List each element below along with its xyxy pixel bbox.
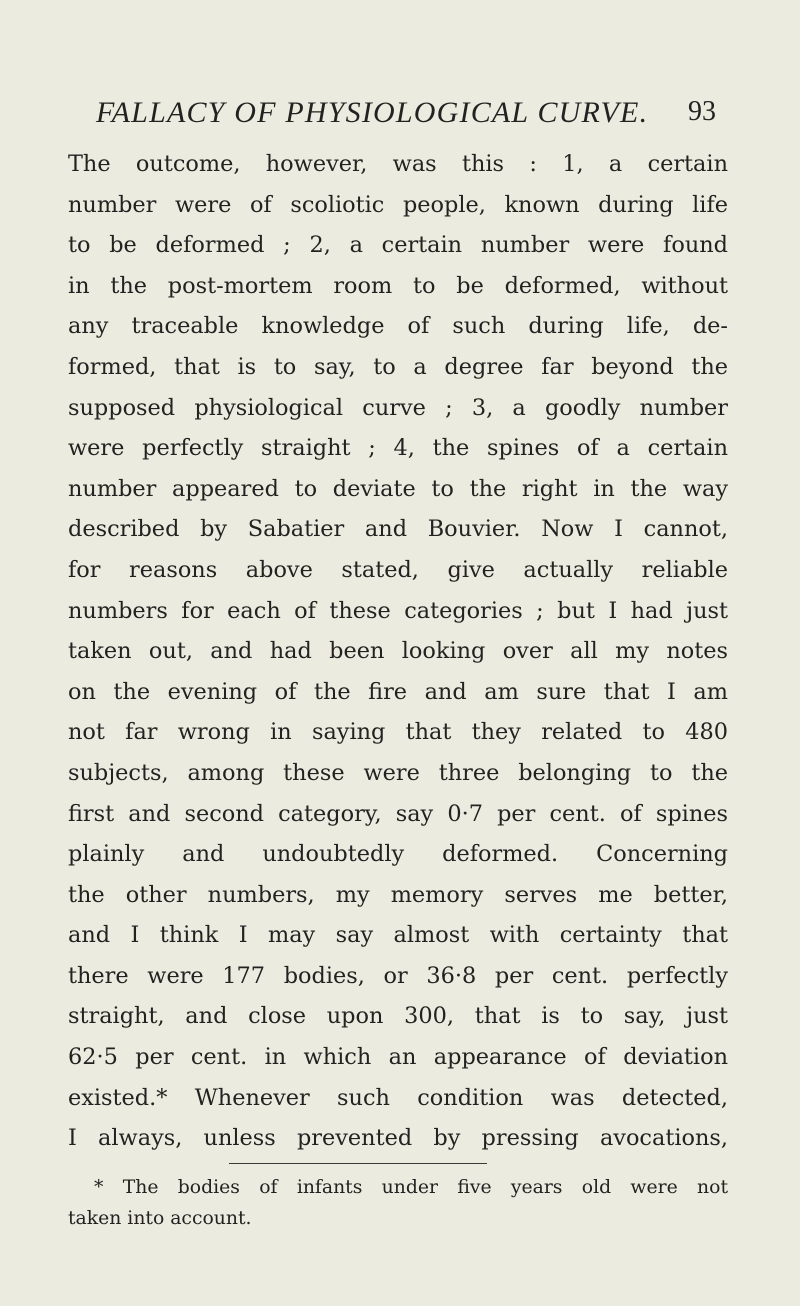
text-line: existed.* Whenever such condition was detected, [68, 1084, 728, 1111]
text-line: number were of scoliotic people, known during life [68, 191, 728, 218]
text-line: and I think I may say almost with certainty that [68, 922, 728, 949]
text-line: straight, and close upon 300, that is to say, just [68, 1003, 728, 1030]
text-line: there were 177 bodies, or 36·8 per cent. perfectly [68, 962, 728, 989]
text-line: in the post-mortem room to be deformed, without [68, 272, 728, 299]
text-line: I always, unless prevented by pressing avocations, [68, 1125, 728, 1152]
text-line: to be deformed ; 2, a certain number were found [68, 232, 728, 259]
text-line: any traceable knowledge of such during life, de- [68, 313, 728, 340]
text-line: number appeared to deviate to the right in the way [68, 475, 728, 502]
text-line: subjects, among these were three belonging to the [68, 759, 728, 786]
body-paragraph [68, 144, 728, 1159]
text-line: plainly and undoubtedly deformed. Concerning [68, 841, 728, 868]
text-line: 62·5 per cent. in which an appearance of deviation [68, 1044, 728, 1071]
footnote [68, 1172, 728, 1234]
text-line: formed, that is to say, to a degree far beyond the [68, 353, 728, 380]
text-line: taken out, and had been looking over all my notes [68, 638, 728, 665]
footnote-line: * The bodies of infants under five years old were not [94, 1177, 728, 1198]
page-number: 93 [688, 96, 716, 127]
text-line: on the evening of the fire and am sure that I am [68, 678, 728, 705]
running-title: FALLACY OF PHYSIOLOGICAL CURVE. [96, 96, 649, 129]
text-line: for reasons above stated, give actually reliable [68, 556, 728, 583]
footnote-rule [229, 1163, 487, 1164]
text-line: supposed physiological curve ; 3, a goodly number [68, 394, 728, 421]
text-line: The outcome, however, was this : 1, a certain [68, 151, 728, 177]
text-line: not far wrong in saying that they related to 480 [68, 719, 728, 746]
footnote-line: taken into account. [68, 1208, 252, 1229]
text-line: described by Sabatier and Bouvier. Now I cannot, [68, 516, 728, 543]
running-head [96, 96, 716, 136]
text-line: first and second category, say 0·7 per cent. of spines [68, 800, 728, 827]
text-line: were perfectly straight ; 4, the spines of a certain [68, 435, 728, 462]
text-line: numbers for each of these categories ; but I had just [68, 597, 728, 624]
text-line: the other numbers, my memory serves me better, [68, 881, 728, 908]
